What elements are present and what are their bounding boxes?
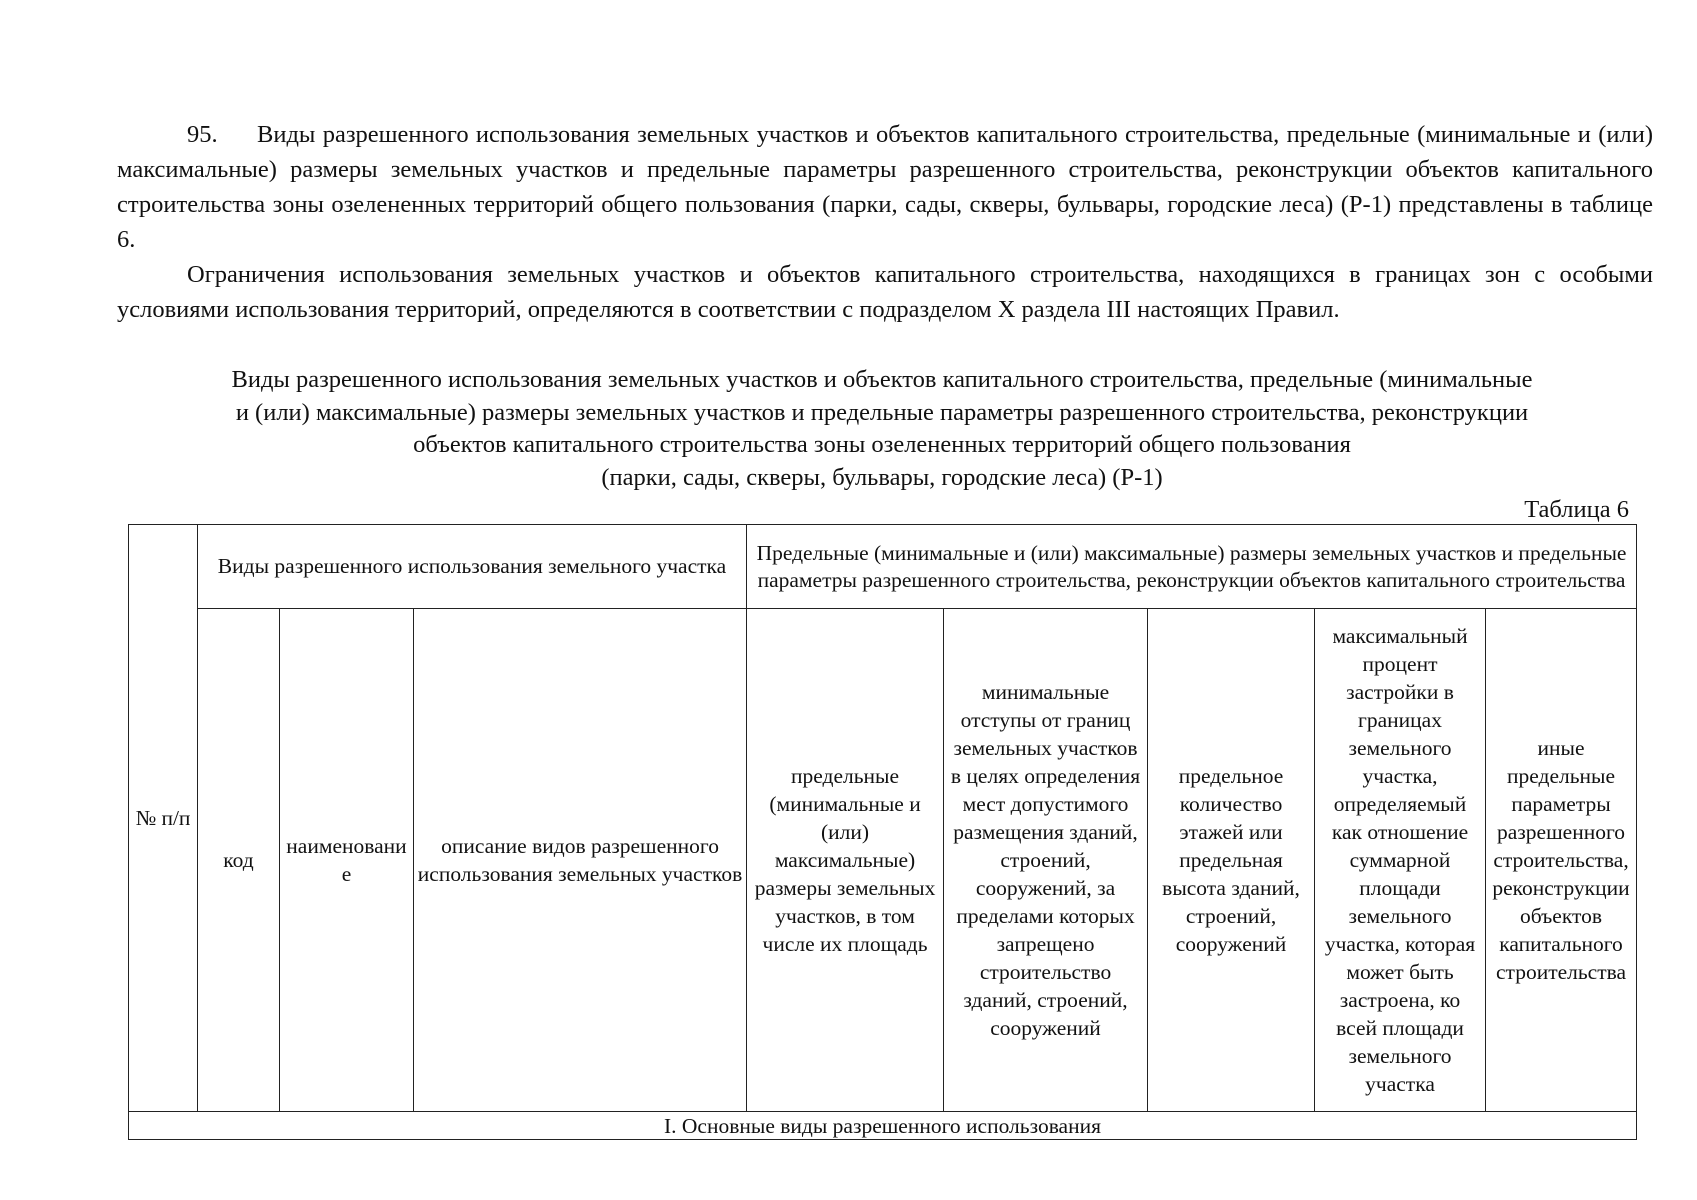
clause-number: 95. [187,121,218,148]
intro-paragraph-1-text: Виды разрешенного использования земельных участков и объектов капитального строительства, предельные (минимальные и (или) максимальные) размеры земельных участков и предельные параметры разрешенного строительства, реконструкции объектов капитального строительства зоны озелененных территорий общего пользования (парки, сады, скверы, бульвары, городские леса) (Р-1) представлены в таблице 6. [117,121,1653,253]
intro-text [117,117,1653,327]
header-group-limits: Предельные (минимальные и (или) максимальные) размеры земельных участков и предельные параметры разрешенного строительства, реконструкции объектов капитального строительства [747,525,1637,609]
header-size: предельные (минимальные и (или) максимальные) размеры земельных участков, в том числе их площадь [747,609,944,1112]
caption-line-1: Виды разрешенного использования земельных участков и объектов капитального строительства, предельные (минимальные [231,366,1533,393]
header-coverage: максимальный процент застройки в границах земельного участка, определяемый как отношение суммарной площади земельного участка, которая может быть застроена, ко всей площади земельного участка [1315,609,1486,1112]
caption-line-2: и (или) максимальные) размеры земельных участков и предельные параметры разрешенного строительства, реконструкции [235,398,1529,426]
table-number-label: Таблица 6 [1524,496,1629,523]
header-description: описание видов разрешенного использования земельных участков [414,609,747,1112]
header-name: наименование [280,609,414,1112]
caption-line-3: объектов капитального строительства зоны озелененных территорий общего пользования [413,431,1351,458]
header-setback: минимальные отступы от границ земельных участков в целях определения мест допустимого размещения зданий, строений, сооружений, за пределами которых запрещено строительство зданий, строений, сооружений [944,609,1148,1112]
header-code: код [198,609,280,1112]
caption-line-4: (парки, сады, скверы, бульвары, городские леса) (Р-1) [601,463,1163,491]
intro-paragraph-1 [117,117,1653,257]
section-main-uses: I. Основные виды разрешенного использования [129,1112,1637,1140]
land-use-table [128,524,1637,1140]
header-floors: предельное количество этажей или предельная высота зданий, строений, сооружений [1148,609,1315,1112]
header-group-types: Виды разрешенного использования земельного участка [198,525,747,609]
header-other: иные предельные параметры разрешенного строительства, реконструкции объектов капитального строительства [1486,609,1637,1112]
header-number: № п/п [129,525,198,1112]
intro-paragraph-2: Ограничения использования земельных участков и объектов капитального строительства, находящихся в границах зон с особыми условиями использования территорий, определяются в соответствии с подразделом X раздела III настоящих Правил. [117,261,1653,323]
table-caption [117,364,1647,494]
